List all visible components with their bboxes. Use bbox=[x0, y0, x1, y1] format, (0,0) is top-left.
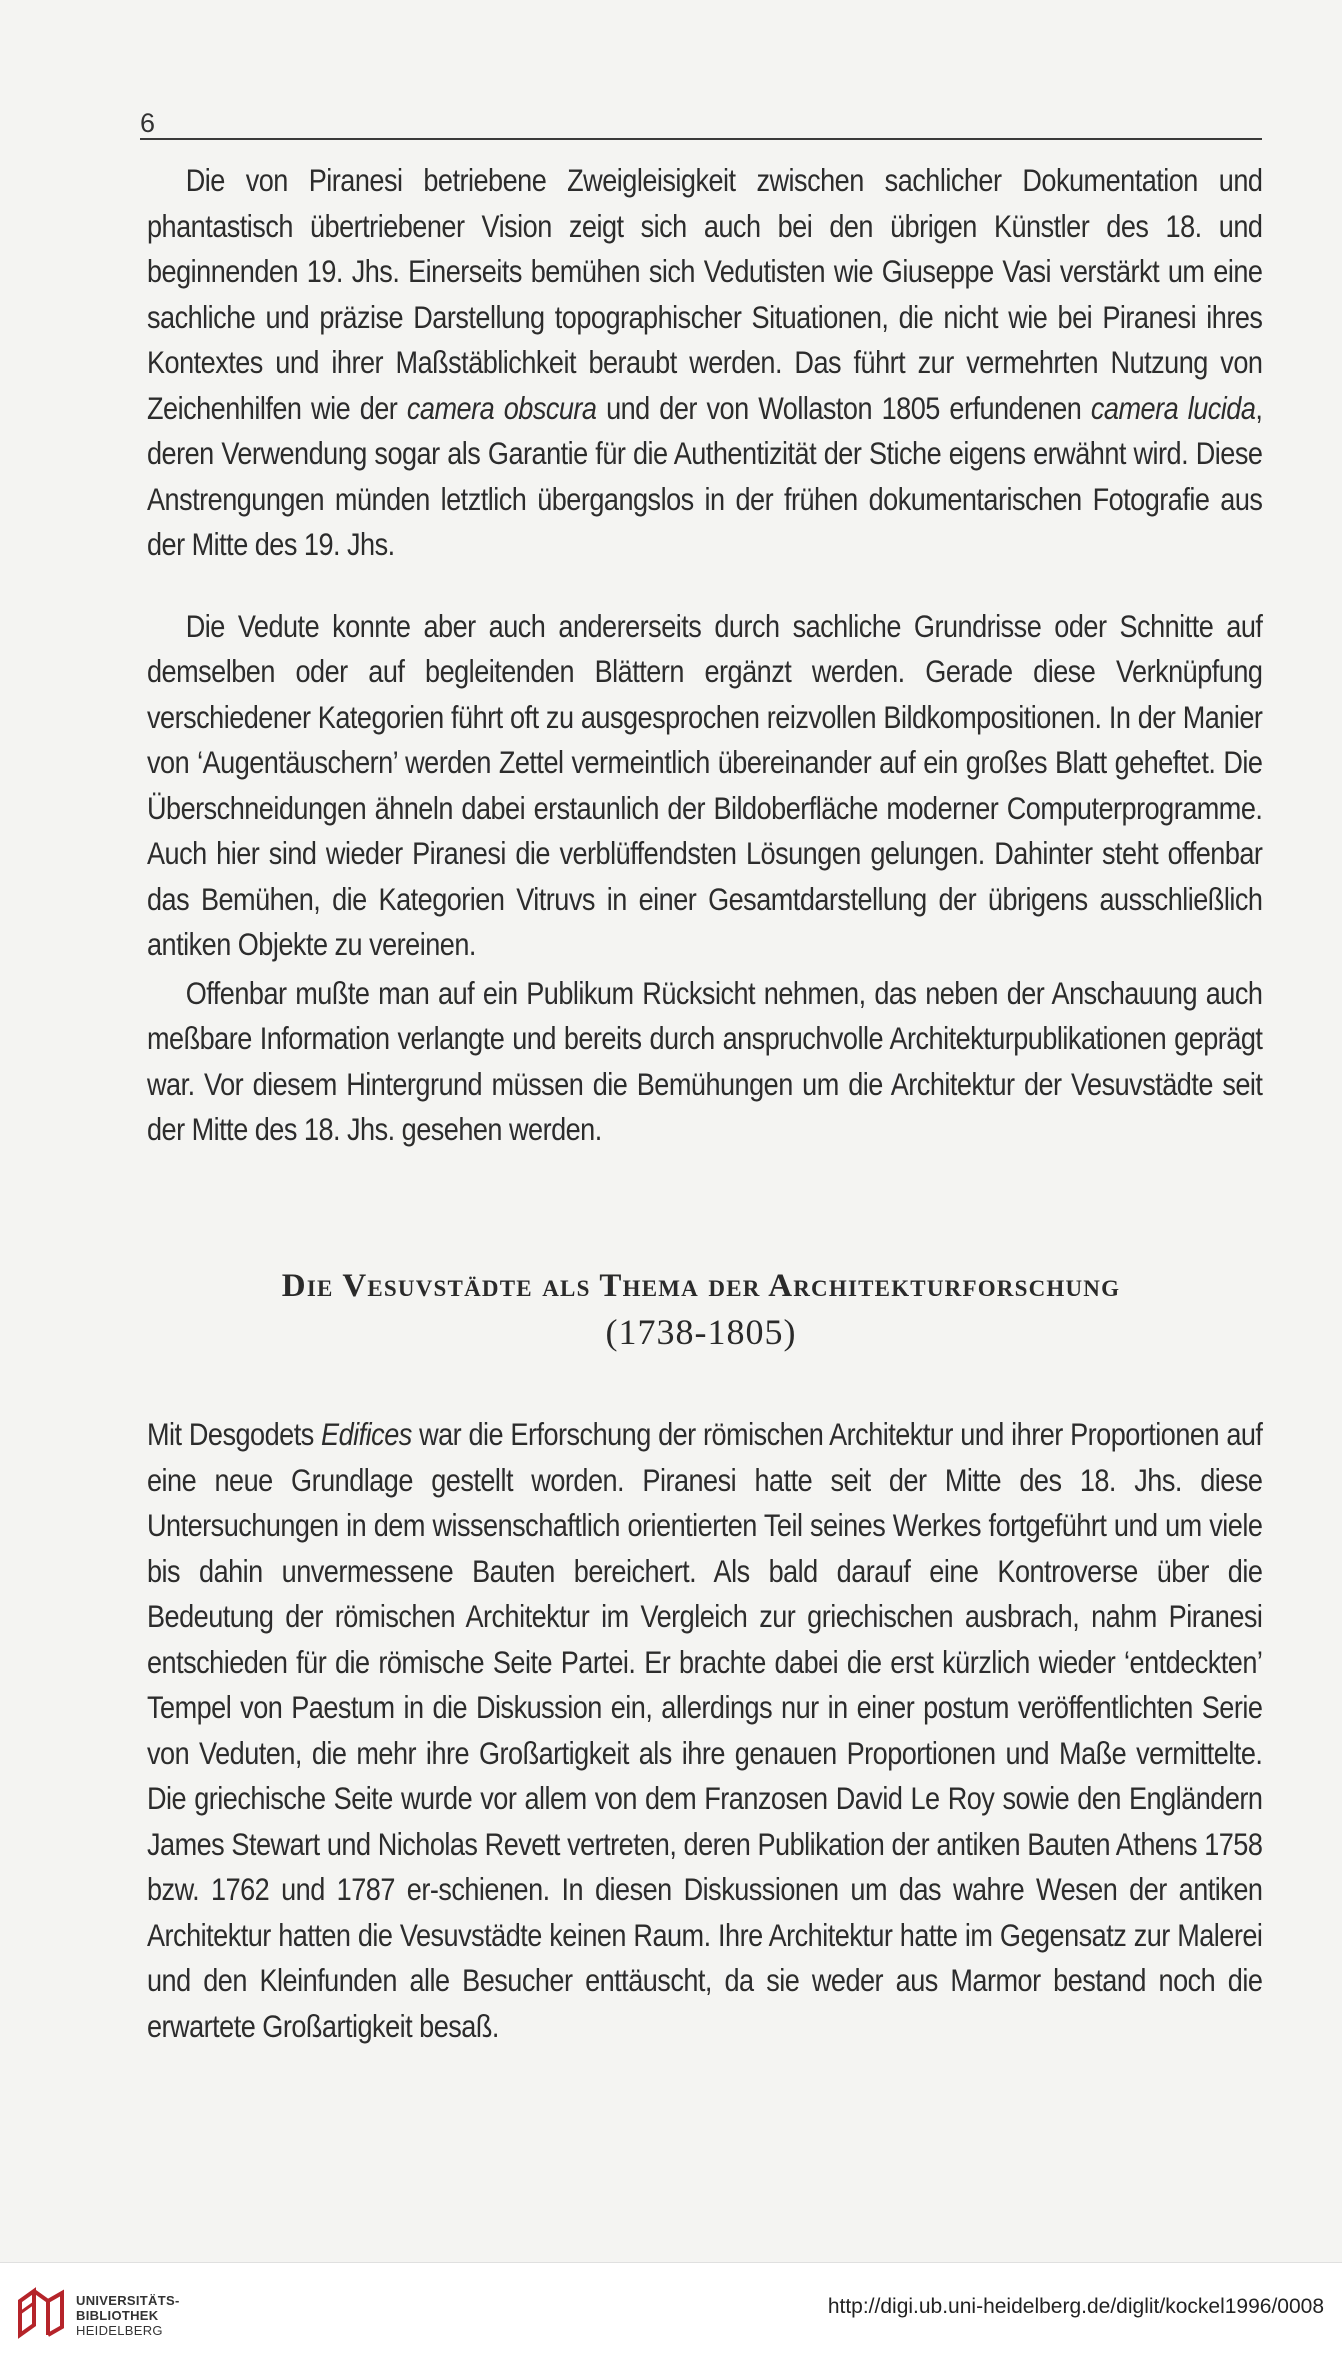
paragraph-1 bbox=[147, 158, 1262, 568]
paragraph-1-text-a: Die von Piranesi betriebene Zweigleisigkeit zwischen sachlicher Dokumentation und phantastisch übertriebener Vision zeigt sich auch bei den übrigen Künstler des 18. und beginnenden 19. Jhs. Einerseits bemühen sich Vedutisten wie Giuseppe Vasi verstärkt um eine sachliche und präzise Darstellung topographischer Situationen, die nicht wie bei Piranesi ihres Kontextes und ihrer Maßstäblichkeit beraubt werden. Das führt zur vermehrten Nutzung von Zeichenhilfen wie der bbox=[147, 162, 1263, 426]
university-library-logo-icon[interactable] bbox=[14, 2283, 70, 2343]
paragraph-1-text-b: und der von Wollaston 1805 erfundenen bbox=[596, 389, 1091, 426]
paragraph-3: Offenbar mußte man auf ein Publikum Rücksicht nehmen, das neben der Anschauung auch meßbare Information verlangte und bereits durch anspruchvolle Architekturpublikationen geprägt war. Vor diesem Hintergrund müssen die Bemühungen um die Architektur der Vesuvstädte seit der Mitte des 18. Jhs. gesehen werden. bbox=[147, 974, 1263, 1147]
page-number: 6 bbox=[140, 108, 156, 138]
paragraph-2: Die Vedute konnte aber auch andererseits durch sachliche Grundrisse oder Schnitte auf demselben oder auf begleitenden Blättern ergänzt werden. Gerade diese Verknüpfung verschiedener Kategorien führt oft zu ausgesprochen reizvollen Bildkompositionen. In der Manier von ‘Augentäuschern’ werden Zettel vermeintlich übereinander auf ein großes Blatt geheftet. Die Überschneidungen ähneln dabei erstaunlich der Bildoberfläche moderner Computerprogramme. Auch hier sind wieder Piranesi die verblüffendsten Lösungen gelungen. Dahinter steht offenbar das Bemühen, die Kategorien Vitruvs in einer Gesamtdarstellung der übrigens ausschließlich antiken Objekte zu vereinen. bbox=[147, 607, 1263, 962]
library-name-line-1: UNIVERSITÄTS- bbox=[76, 2293, 180, 2308]
section-heading-title: Die Vesuvstädte als Thema der Architekturforschung bbox=[281, 1268, 1121, 1304]
term-edifices: Edifices bbox=[321, 1416, 412, 1452]
permalink-url[interactable]: http://digi.ub.uni-heidelberg.de/diglit/kockel1996/0008 bbox=[827, 2295, 1324, 2318]
viewer-footer bbox=[0, 2262, 1342, 2361]
library-name-line-3: HEIDELBERG bbox=[76, 2323, 163, 2338]
section-heading bbox=[140, 1268, 1262, 1353]
body-text-top bbox=[147, 158, 1263, 1153]
term-camera-lucida: camera lucida bbox=[1090, 389, 1256, 426]
paragraph-4-text-b: war die Erforschung der römischen Architektur und ihrer Proportionen auf eine neue Grundlage gestellt worden. Piranesi hatte seit der Mitte des 18. Jhs. diese Untersuchungen in dem wissenschaftlich orientierten Teil seines Werkes fortgeführt und um viele bis dahin unvermessene Bauten bereichert. Als bald darauf eine Kontroverse über die Bedeutung der römischen Architektur im Vergleich zur griechischen ausbrach, nahm Piranesi entschieden für die römische Seite Partei. Er brachte dabei die erst kürzlich wieder ‘entdeckten’ Tempel von Paestum in die Diskussion ein, allerdings nur in einer postum veröffentlichten Serie von Veduten, die mehr ihre Großartigkeit als ihre genauen Proportionen und Maße vermittelte. Die griechische Seite wurde vor allem von dem Franzosen David Le Roy sowie den Engländern James Stewart und Nicholas Revett vertreten, deren Publikation der antiken Bauten Athens 1758 bzw. 1762 und 1787 er-schienen. In diesen Diskussionen um das wahre Wesen der antiken Architektur hatten die Vesuvstädte keinen Raum. Ihre Architektur hatte im Gegensatz zur Malerei und den Kleinfunden alle Besucher enttäuscht, da sie weder aus Marmor bestand noch die erwartete Großartigkeit besaß. bbox=[147, 1416, 1263, 2044]
header-rule bbox=[140, 138, 1262, 140]
paragraph-4-text-a: Mit Desgodets bbox=[147, 1416, 322, 1452]
paragraph-4 bbox=[147, 1412, 1262, 2049]
section-heading-years: (1738-1805) bbox=[605, 1312, 797, 1352]
body-text-bottom bbox=[147, 1412, 1263, 2049]
term-camera-obscura: camera obscura bbox=[406, 389, 597, 426]
library-name bbox=[76, 2293, 180, 2338]
library-name-line-2: BIBLIOTHEK bbox=[76, 2308, 159, 2323]
paragraph-1-text-c: , deren Verwendung sogar als Garantie für die Authentizität der Stiche eigens erwähnt wird. Diese Anstrengungen münden letztlich übergangslos in der frühen dokumentarischen Fotografie aus der Mitte des 19. Jhs. bbox=[147, 389, 1263, 562]
